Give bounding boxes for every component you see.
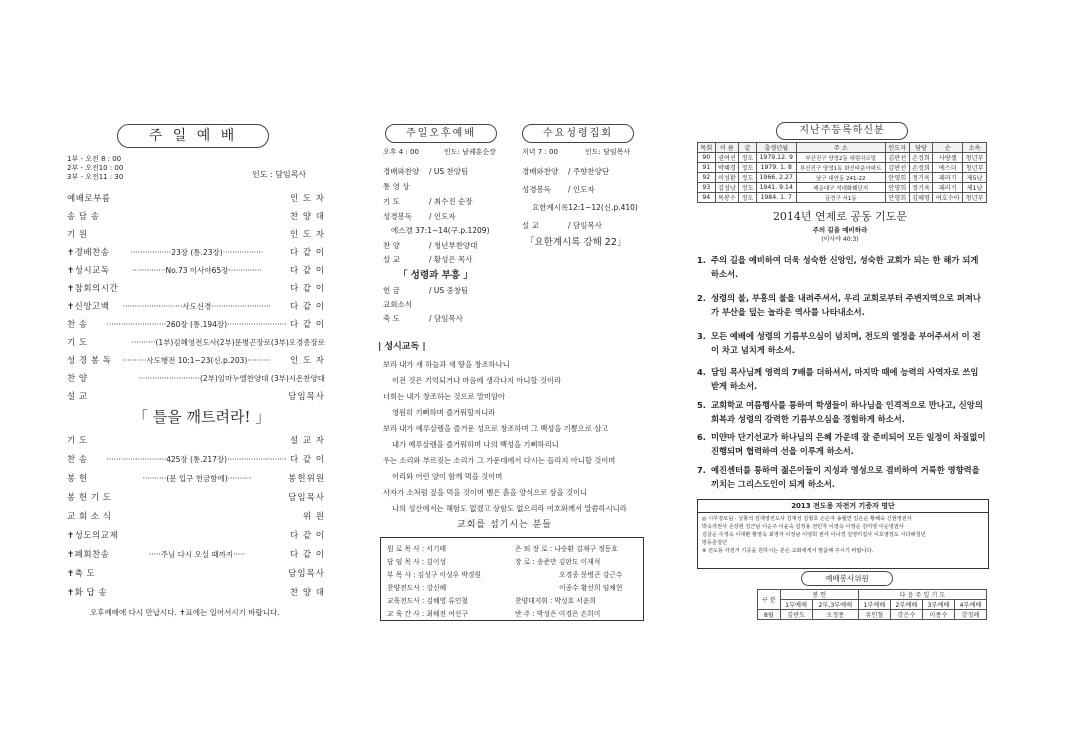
cell: 92: [698, 173, 716, 183]
order-person: 다 같 이: [289, 531, 325, 541]
afternoon-order-row: [383, 284, 468, 297]
prayer-number: 7.: [697, 465, 706, 475]
cell: 에스더: [933, 163, 963, 173]
bike-donor-line: 박숙자권사 손상현 김근남 이순주 이윤숙 김정용 권민자 이영옥 이영순 김미영 이순영권사: [702, 524, 904, 530]
volunteer-name: 강정례: [954, 610, 986, 620]
cell: 1984. 1. 7: [756, 193, 796, 203]
volunteer-name: 류인철: [858, 610, 890, 620]
order-row: [67, 433, 325, 447]
volunteer-header-cell: 다 음 주 일 기 도: [858, 590, 986, 600]
cell: 안영희: [885, 193, 909, 203]
left-footer-note: 오후예배에 다시 만납시다. ✝표에는 일어서시기 바랍니다.: [90, 608, 280, 617]
order-label: 찬 송: [67, 455, 88, 465]
order-label: 성 경 봉 독: [67, 356, 112, 366]
prayer-text: 교회학교 여름행사를 통하여 학생들이 하나님을 인격적으로 만나고, 신앙의 회복과 성령의 강력한 기름부으심을 경험하게 하소서.: [711, 400, 983, 424]
order-person: 인 도 자: [289, 194, 325, 204]
servant-cell: 교육전도사 : 김혜영 류인철: [387, 596, 468, 605]
wednesday-time: 저녁 7 : 00: [522, 148, 558, 156]
wednesday-order-label: 성경봉독: [522, 185, 551, 194]
reading-line: 보라 내가 예루살렘을 즐거운 성으로 창조하며 그 백성을 기쁨으로 삼고: [383, 424, 609, 433]
servant-cell: 장 로 : 송준만 김판도 이재석: [515, 557, 601, 566]
order-person: 담임목사: [288, 392, 325, 402]
cell: 금정구 서1동: [796, 193, 885, 203]
order-row: [67, 585, 325, 599]
new-members-table: [697, 142, 987, 203]
order-row: [67, 452, 325, 466]
cell: 김혜영: [909, 193, 933, 203]
order-label: 교 회 소 식: [67, 512, 112, 522]
reading-title: | 성시교독 |: [378, 342, 426, 352]
volunteer-title: 예배봉사위원: [801, 571, 893, 586]
prayer-text: 주의 길을 예비하여 더욱 성숙한 신앙인, 성숙한 교회가 되는 한 해가 되게 하소서.: [711, 255, 979, 279]
afternoon-service-title: 주일오후예배: [385, 124, 497, 143]
servants-row: [385, 567, 624, 580]
service-time-1: 1부 - 오전 8 : 00: [67, 155, 122, 163]
order-label: ✝성시교독: [67, 266, 110, 276]
afternoon-order-detail: / 황성은 목사: [429, 255, 473, 264]
service-times: [67, 155, 123, 182]
reading-line: 내가 예루살렘을 즐거워하며 나의 백성을 기뻐하리니: [392, 440, 559, 449]
header-cell: 같: [739, 143, 757, 153]
order-label: 찬 양: [67, 374, 88, 384]
afternoon-order-row: [383, 312, 463, 325]
volunteer-table: [757, 589, 987, 620]
cell: 91: [698, 163, 716, 173]
servants-row: [385, 541, 624, 554]
order-detail: ·················23장 (통.23장)·················: [130, 247, 264, 257]
cell: 해운대구 석대화훼단지: [796, 183, 885, 193]
main-service-title: 주 일 예 배: [117, 124, 269, 148]
order-label: ✝축 도: [67, 569, 96, 579]
afternoon-order-label: 경배와찬양: [383, 167, 420, 176]
volunteer-sub-cell: 4부예배: [954, 600, 986, 610]
afternoon-sermon-title: 「 성령과 부흥 」: [398, 270, 473, 281]
order-row: [67, 490, 325, 504]
cell: 제1남: [963, 183, 987, 193]
cell: 1941. 9.14: [756, 183, 796, 193]
volunteer-name: 이종수: [922, 610, 954, 620]
order-label: 기 원: [67, 230, 88, 240]
reading-line: 영원히 기뻐하며 즐거워할지니라: [392, 408, 496, 417]
order-label: 기 도: [67, 436, 88, 446]
order-row: [67, 566, 325, 580]
new-members-header: [698, 143, 987, 153]
order-row: [67, 547, 325, 561]
afternoon-leader: 인도: 남궤훈순장: [444, 148, 496, 156]
cell: 패러기: [933, 173, 963, 183]
volunteer-sub-cell: 1부예배: [858, 600, 890, 610]
prayer-text: 담임 목사님께 영력의 7배를 더하셔서, 마지막 때에 능력의 사역자로 쓰임 받게 하소서.: [711, 367, 979, 391]
cell: 정도: [739, 183, 757, 193]
wednesday-order-row: [532, 201, 638, 214]
order-person: 담임목사: [288, 493, 325, 503]
header-cell: 주 소: [796, 143, 885, 153]
reading-line: 너희는 내가 창조하는 것으로 말미암아: [383, 392, 506, 401]
afternoon-order-row: [383, 253, 473, 266]
order-detail: ·························425장 (통.217장)·························: [106, 454, 287, 464]
afternoon-order-label: 헌 금: [383, 286, 400, 295]
service-leader: 인도 : 담임목사: [252, 170, 307, 179]
order-label: ✝화 답 송: [67, 588, 108, 598]
cell: 정도: [739, 173, 757, 183]
volunteer-sub-cell: 2부예배: [890, 600, 922, 610]
header-cell: 담당: [909, 143, 933, 153]
wednesday-order-row: [522, 219, 602, 232]
table-row: [698, 153, 987, 163]
reading-line: 보라 내가 새 하늘과 새 땅을 창조하나니: [383, 360, 510, 369]
order-label: ✝참회의시간: [67, 284, 119, 294]
prayer-number: 3.: [697, 331, 706, 341]
wednesday-order-label: 설 교: [522, 221, 539, 230]
servant-cell: 찬양전도사 : 강신혜: [387, 583, 447, 592]
prayer-item: [697, 330, 987, 357]
order-label: ✝성도의교제: [67, 531, 119, 541]
cell: 정기욱: [909, 183, 933, 193]
order-label: 봉 헌 기 도: [67, 493, 112, 503]
order-detail: ··························(2부)임마누엘찬양대 (3부)시온찬양대: [137, 373, 325, 383]
servants-row: [385, 593, 624, 606]
afternoon-order-label: 교회소식: [383, 300, 412, 309]
cell: 안영희: [885, 173, 909, 183]
order-row: [67, 263, 325, 277]
table-row: [698, 183, 987, 193]
volunteer-header-row: [758, 590, 987, 600]
prayer-number: 1.: [697, 255, 706, 265]
afternoon-order-detail: / 담임목사: [429, 314, 463, 323]
afternoon-time: 오후 4 : 00: [383, 148, 419, 156]
afternoon-order-label: 축 도: [383, 314, 400, 323]
afternoon-order-detail: / US 중창팀: [429, 286, 469, 295]
afternoon-order-detail: / US 찬양팀: [429, 167, 469, 176]
prayer-text: 예진센터를 통하여 젊은이들이 지성과 영성으로 겸비하여 거룩한 영향력을 끼치는 그리스도인이 되게 하소서.: [711, 465, 980, 489]
prayer-number: 4.: [697, 367, 706, 377]
wednesday-sermon-title: 「요한계시록 강해 22」: [525, 237, 627, 248]
cell: 90: [698, 153, 716, 163]
prayer-item: [697, 292, 987, 319]
order-person: 다 같 이: [289, 266, 325, 276]
prayer-number: 5.: [697, 400, 706, 410]
bike-donor-line: ◎ 시무장로님 · 성봉석 김재영전도사 김재성 김형호 손은자 송월연 김은순 황혜숙 신현영전사: [702, 516, 912, 522]
order-row: [67, 389, 325, 403]
prayer-text: 모든 예배에 성령의 기름부으심이 넘치며, 전도의 열정을 부어주셔서 이 전이 차고 넘치게 하소서.: [711, 331, 981, 355]
servant-cell: 오경종 문병곤 강근수: [559, 570, 623, 579]
order-row: [67, 191, 325, 205]
cell: 정기욱: [909, 173, 933, 183]
cell: 김성남: [715, 183, 739, 193]
afternoon-order-row: [391, 224, 490, 237]
cell: 손정희: [909, 153, 933, 163]
header-cell: 출생년월: [756, 143, 796, 153]
cell: 김판선: [885, 153, 909, 163]
cell: 청년부: [963, 163, 987, 173]
order-person: 다 같 이: [289, 320, 325, 330]
cell: 패러기: [933, 183, 963, 193]
servant-cell: 담 임 목 사 : 김이성: [387, 557, 447, 566]
volunteer-name-row: [758, 610, 987, 620]
wednesday-order-detail: / 주향찬양단: [568, 167, 610, 176]
header-cell: 소속: [963, 143, 987, 153]
cell: 이성환: [715, 173, 739, 183]
order-detail: ··········(1부)김혜영전도사(2부)문병곤장로(3부)오경종장로: [131, 337, 325, 347]
order-row: [67, 245, 325, 259]
order-label: ✝폐회찬송: [67, 550, 110, 560]
servant-cell: 이종수 황선희 임채현: [559, 583, 623, 592]
header-cell: 목회: [698, 143, 716, 153]
order-row: [67, 281, 325, 295]
wednesday-order-label: 경배와찬양: [522, 167, 559, 176]
afternoon-order-row: [383, 180, 429, 193]
wednesday-order-detail: / 담임목사: [568, 221, 602, 230]
wednesday-order-row: [522, 183, 595, 196]
order-row: [67, 509, 325, 523]
order-person: 담임목사: [288, 569, 325, 579]
wednesday-service-title: 수요성령집회: [522, 124, 634, 143]
header-cell: 인도자: [885, 143, 909, 153]
bike-donor-box: [697, 499, 989, 569]
afternoon-order-row: [383, 195, 473, 208]
wednesday-order-row: [522, 165, 609, 178]
order-detail: ··············No.73 이사야65장··············: [132, 265, 262, 275]
cell: 93: [698, 183, 716, 193]
service-time-3: 3부 - 오전11 : 30: [67, 173, 124, 181]
servants-box: [380, 537, 644, 621]
order-person: 인 도 자: [289, 230, 325, 240]
afternoon-order-detail: / 인도자: [429, 212, 456, 221]
order-label: 예배로부름: [67, 194, 111, 204]
cell: 정도: [739, 153, 757, 163]
wednesday-leader: 인도: 담임목사: [585, 148, 631, 156]
order-row: [67, 371, 325, 385]
cell: 94: [698, 193, 716, 203]
volunteer-header-cell: 구 분: [758, 590, 781, 610]
prayer-item: [697, 431, 987, 458]
order-label: ✝경배찬송: [67, 248, 110, 258]
afternoon-order-detail: 에스겔 37:1~14(구.p.1209): [391, 226, 490, 235]
afternoon-order-row: [383, 239, 477, 252]
bike-donor-line: 김금순 주정숙 이대환 황영숙 최영자 이정남 이영희 권사 이나경 김영미집사 이호영장도 시다해청년: [702, 532, 926, 538]
volunteer-header-cell: 봉 헌: [780, 590, 858, 600]
order-row: [67, 227, 325, 241]
afternoon-order-label: 성경봉독: [383, 212, 412, 221]
header-cell: 순: [933, 143, 963, 153]
servants-title: 교회를 섬기시는 분들: [457, 520, 552, 530]
order-person: 찬 양 대: [289, 588, 325, 598]
servant-cell: 원 로 목 사 : 서기태: [387, 544, 447, 553]
cell: 제5남: [963, 173, 987, 183]
table-row: [698, 163, 987, 173]
cell: 1979. 1. 8: [756, 163, 796, 173]
prayer-text: 성령의 불, 부흥의 불을 내려주셔서, 우리 교회로부터 주변지역으로 퍼져나가 부산을 덮는 놀라운 역사를 나타내소서.: [711, 293, 981, 317]
header-cell: 이 름: [715, 143, 739, 153]
afternoon-order-detail: / 최수진 순장: [429, 197, 473, 206]
prayer-item: [697, 366, 987, 393]
cell: 1979.12. 9: [756, 153, 796, 163]
cell: 여호수아: [933, 193, 963, 203]
order-person: 찬 양 대: [289, 212, 325, 222]
volunteer-sub-cell: 2부,3부예배: [812, 600, 858, 610]
order-person: 인 도 자: [289, 356, 325, 366]
servant-cell: 교 육 간 사 : 최혜전 여선구: [387, 609, 468, 618]
servants-table: [385, 541, 624, 619]
prayer-item: [697, 399, 987, 426]
order-person: 봉헌위원: [288, 474, 325, 484]
prayer-item: [697, 464, 987, 491]
prayer-verse: (이사야 40:3): [821, 236, 859, 243]
order-row: [67, 209, 325, 223]
cell: 1966. 2.27: [756, 173, 796, 183]
prayer-number: 6.: [697, 432, 706, 442]
servant-cell: 찬양대지휘 : 박성호 서윤희: [515, 596, 596, 605]
bike-donor-list: [698, 513, 988, 557]
prayer-number: 2.: [697, 293, 706, 303]
cell: 청년부: [963, 153, 987, 163]
cell: 청년부: [963, 193, 987, 203]
cell: 정도: [739, 163, 757, 173]
volunteer-name: 김판도: [780, 610, 812, 620]
reading-line: 사자가 소처럼 짚을 먹을 것이며 뱀은 흙을 양식으로 삼을 것이니: [383, 488, 588, 497]
order-person: 다 같 이: [289, 455, 325, 465]
wednesday-order-detail: 요한계시록12:1~12(신.p.410): [532, 203, 638, 212]
volunteer-sub-cell: 1부예배: [780, 600, 812, 610]
cell: 사랑셀: [933, 153, 963, 163]
bike-donor-line: 방동훈청년: [702, 540, 728, 546]
order-detail: ··········사도행전 10:1~23(신.p.203)··········: [122, 355, 272, 365]
table-row: [698, 173, 987, 183]
servant-cell: 부 목 사 : 김성구 이성우 박경원: [387, 570, 482, 579]
order-row: [67, 317, 325, 331]
order-detail: ·························260장 (통.194장)·························: [106, 319, 287, 329]
servant-cell: 반 주 : 박성은 이경은 손희미: [515, 609, 601, 618]
reading-line: 이리와 어린 양이 함께 먹을 것이며: [392, 472, 503, 481]
prayer-subtitle: 주의 길을 예비하라: [812, 226, 868, 234]
reading-line: 나의 성산에서는 해함도 없겠고 상함도 없으리라 여호와께서 말씀하시니라: [392, 504, 627, 513]
order-label: 찬 송: [67, 320, 88, 330]
volunteer-sub-row: [758, 600, 987, 610]
bike-donor-note: ※ 전도용 자전거 기증을 원하시는 분은 교회에게서 말씀해 주시기 바랍니다.: [702, 548, 874, 554]
order-person: 다 같 이: [289, 284, 325, 294]
order-person: 설 교 자: [289, 436, 325, 446]
cell: 부산진구 양정1동 화신타운아파트: [796, 163, 885, 173]
new-members-title: 지난주등록하신분: [776, 122, 908, 140]
afternoon-order-row: [383, 210, 456, 223]
afternoon-order-row: [383, 165, 468, 178]
cell: 남구 대연동 241-22: [796, 173, 885, 183]
cell: 목봉수: [715, 193, 739, 203]
afternoon-order-detail: / 청년부찬양대: [429, 241, 478, 250]
order-row: [67, 353, 325, 367]
cell: 박혜경: [715, 163, 739, 173]
bike-donor-title: 2013 전도용 자전거 기증자 명단: [698, 500, 988, 513]
order-row: [67, 528, 325, 542]
order-label: 기 도: [67, 338, 88, 348]
order-person: 다 같 이: [289, 248, 325, 258]
order-row: [67, 471, 325, 485]
order-detail: ·····주님 다시 오실 때까지·····: [148, 549, 246, 559]
order-detail: ·························사도신경·························: [122, 301, 271, 311]
afternoon-order-row: [383, 298, 429, 311]
order-row: [67, 299, 325, 313]
reading-line: 우는 소리와 부르짖는 소리가 그 가운데에서 다시는 들리지 아니할 것이며: [383, 456, 616, 465]
prayer-item: [697, 254, 987, 281]
afternoon-order-label: 설 교: [383, 255, 400, 264]
order-person: 위 원: [302, 512, 325, 522]
afternoon-order-label: 통 영 상: [383, 182, 410, 191]
servants-row: [385, 606, 624, 619]
order-label: 설 교: [67, 392, 88, 402]
afternoon-order-label: 찬 양: [383, 241, 400, 250]
order-detail: ··········(문 입구 헌금함에)··········: [142, 473, 252, 483]
servant-cell: 은 퇴 장 로 : 나승환 김재구 정동호: [515, 544, 618, 553]
cell: 권여선: [715, 153, 739, 163]
order-person: 다 같 이: [289, 302, 325, 312]
service-time-2: 2부 - 오전10 : 00: [67, 164, 124, 172]
order-person: 다 같 이: [289, 550, 325, 560]
wednesday-order-detail: / 인도자: [568, 185, 595, 194]
order-row: [67, 335, 325, 349]
order-label: ✝신앙고백: [67, 302, 110, 312]
sermon-title: 「 틀을 깨트려라! 」: [133, 408, 271, 426]
cell: 안영희: [885, 183, 909, 193]
cell: 손정희: [909, 163, 933, 173]
table-row: [698, 193, 987, 203]
cell: 김판선: [885, 163, 909, 173]
servants-row: [385, 554, 624, 567]
volunteer-name: 강은수: [890, 610, 922, 620]
reading-line: 이전 것은 기억되거나 마음에 생각나지 아니할 것이라: [392, 376, 561, 385]
volunteer-month: 8월: [758, 610, 781, 620]
volunteer-sub-cell: 3부예배: [922, 600, 954, 610]
order-label: 봉 헌: [67, 474, 88, 484]
prayer-text: 미얀마 단기선교가 하나님의 은혜 가운데 잘 준비되어 모든 일정이 차질없이 진행되며 협력하여 선을 이루게 하소서.: [711, 432, 986, 456]
volunteer-name: 오정종: [812, 610, 858, 620]
cell: 정도: [739, 193, 757, 203]
cell: 부산진구 양정2동 대림쉬르빌: [796, 153, 885, 163]
afternoon-order-label: 기 도: [383, 197, 400, 206]
order-label: 송 담 송: [67, 212, 100, 222]
servants-row: [385, 580, 624, 593]
prayer-title: 2014년 연제로 공동 기도문: [772, 210, 908, 223]
